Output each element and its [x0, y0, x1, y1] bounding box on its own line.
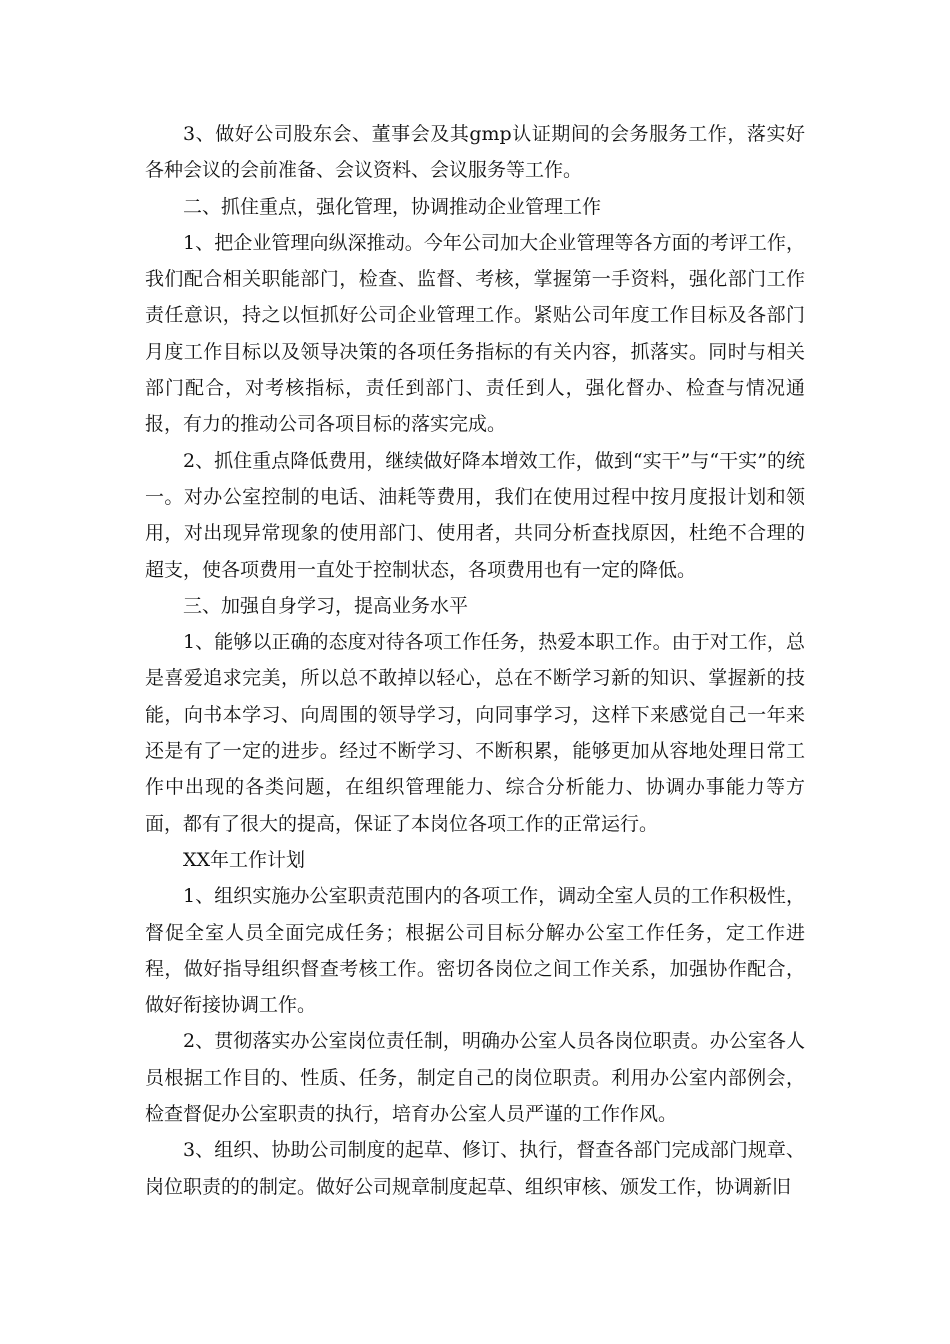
section-heading-3: 三、加强自身学习，提高业务水平: [183, 594, 469, 617]
section-heading-2: 二、抓住重点，强化管理，协调推动企业管理工作: [183, 195, 602, 218]
paragraph-1: 3、做好公司股东会、董事会及其gmp认证期间的会务服务工作，落实好各种会议的会前准备、会议资料、会议服务等工作。: [145, 123, 805, 182]
paragraph-6: 1、能够以正确的态度对待各项工作任务，热爱本职工作。由于对工作，总是喜爱追求完美，所以总不敢掉以轻心，总在不断学习新的知识、掌握新的技能，向书本学习、向周围的领导学习，向同事学习，这样下来感觉自己一年来还是有了一定的进步。经过不断学习、不断积累，能够更加从容地处理日常工作中出现的各类问题，在组织管理能力、综合分析能力、协调办事能力等方面，都有了很大的提高，保证了本岗位各项工作的正常运行。: [145, 631, 805, 835]
document-body: [145, 116, 805, 1205]
paragraph-10: 3、组织、协助公司制度的起草、修订、执行，督查各部门完成部门规章、岗位职责的的制定。做好公司规章制度起草、组织审核、颁发工作，协调新旧: [145, 1139, 805, 1198]
paragraph-3: 1、把企业管理向纵深推动。今年公司加大企业管理等各方面的考评工作，我们配合相关职能部门，检查、监督、考核，掌握第一手资料，强化部门工作责任意识，持之以恒抓好公司企业管理工作。紧贴公司年度工作目标及各部门月度工作目标以及领导决策的各项任务指标的有关内容，抓落实。同时与相关部门配合，对考核指标，责任到部门、责任到人，强化督办、检查与情况通报，有力的推动公司各项目标的落实完成。: [145, 231, 805, 436]
paragraph-9: 2、贯彻落实办公室岗位责任制，明确办公室人员各岗位职责。办公室各人员根据工作目的、性质、任务，制定自己的岗位职责。利用办公室内部例会，检查督促办公室职责的执行，培育办公室人员严谨的工作作风。: [145, 1030, 805, 1126]
paragraph-4: 2、抓住重点降低费用，继续做好降本增效工作，做到“实干”与“干实”的统一。对办公室控制的电话、油耗等费用，我们在使用过程中按月度报计划和领用，对出现异常现象的使用部门、使用者，共同分析查找原因，杜绝不合理的超支，使各项费用一直处于控制状态，各项费用也有一定的降低。: [145, 449, 805, 581]
paragraph-8: 1、组织实施办公室职责范围内的各项工作，调动全室人员的工作积极性，督促全室人员全面完成任务；根据公司目标分解办公室工作任务，定工作进程，做好指导组织督查考核工作。密切各岗位之间工作关系，加强协作配合，做好衔接协调工作。: [145, 885, 805, 1017]
section-heading-plan: XX年工作计划: [183, 848, 306, 871]
